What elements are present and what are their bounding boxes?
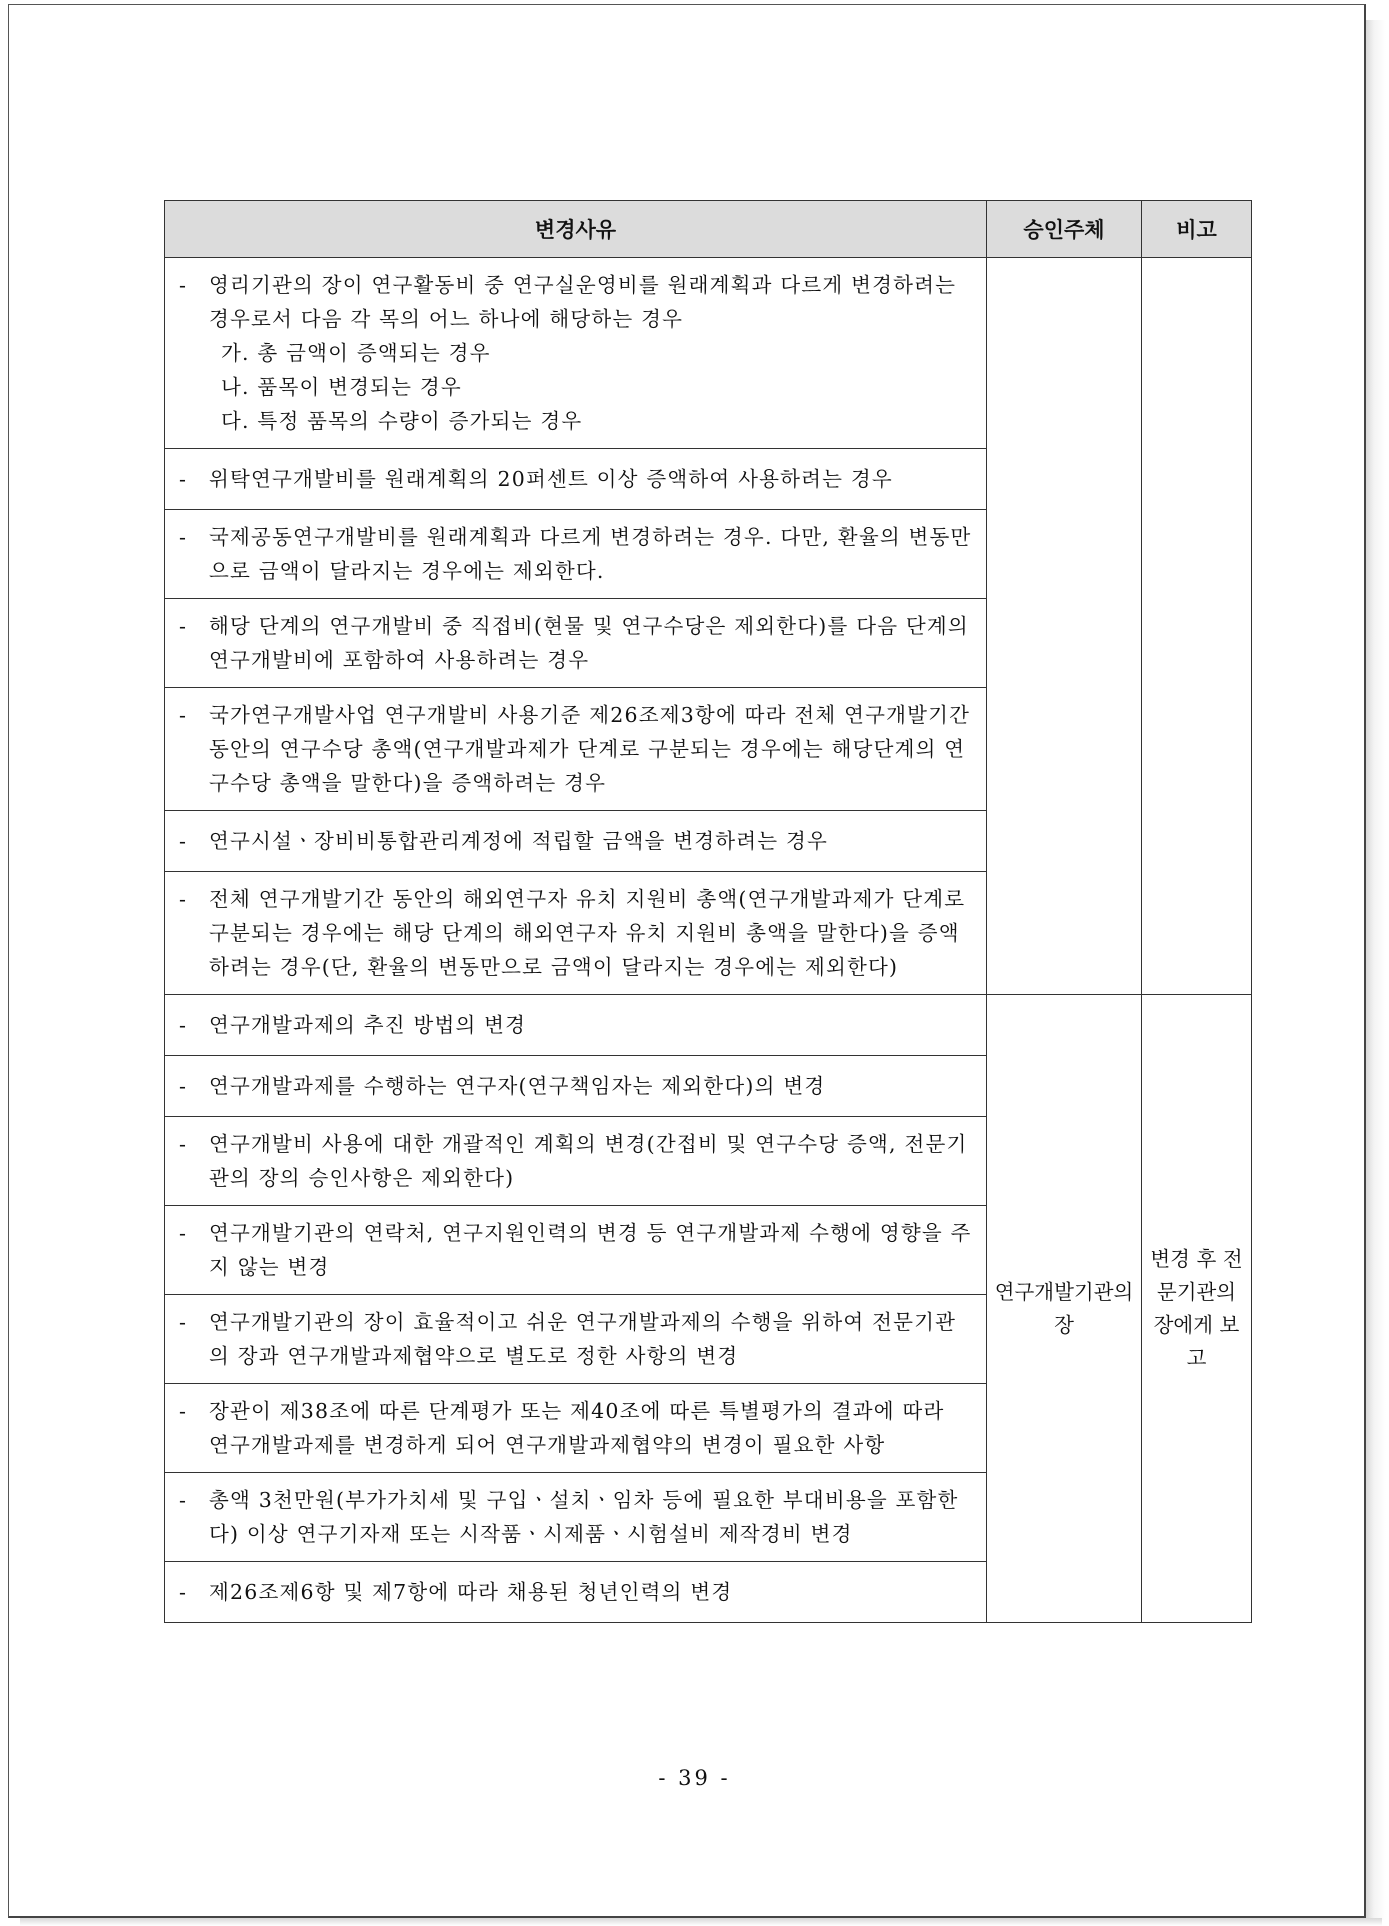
dash-marker: - <box>179 1488 188 1512</box>
dash-marker: - <box>179 614 188 638</box>
reason-cell <box>165 995 987 1056</box>
reason-text: 국제공동연구개발비를 원래계획과 다르게 변경하려는 경우. 다만, 환율의 변동만으로 금액이 달라지는 경우에는 제외한다. <box>209 525 972 583</box>
reason-cell <box>165 1562 987 1623</box>
reason-text: 연구개발과제를 수행하는 연구자(연구책임자는 제외한다)의 변경 <box>209 1074 826 1098</box>
dash-marker: - <box>179 1074 188 1098</box>
reason-text: 국가연구개발사업 연구개발비 사용기준 제26조제3항에 따라 전체 연구개발기간 동안의 연구수당 총액(연구개발과제가 단계로 구분되는 경우에는 해당단계의 연구수당 총액을 말한다)을 증액하려는 경우 <box>209 703 971 795</box>
dash-marker: - <box>179 467 188 491</box>
page-shadow <box>1366 20 1386 1920</box>
reason-text: 해당 단계의 연구개발비 중 직접비(현물 및 연구수당은 제외한다)를 다음 단계의 연구개발비에 포함하여 사용하려는 경우 <box>209 614 969 672</box>
dash-marker: - <box>179 273 188 297</box>
reason-cell <box>165 510 987 599</box>
reason-text: 연구개발과제의 추진 방법의 변경 <box>209 1013 527 1037</box>
reason-cell <box>165 1056 987 1117</box>
reason-text: 위탁연구개발비를 원래계획의 20퍼센트 이상 증액하여 사용하려는 경우 <box>209 467 893 491</box>
reason-text: 연구개발기관의 장이 효율적이고 쉬운 연구개발과제의 수행을 위하여 전문기관의 장과 연구개발과제협약으로 별도로 정한 사항의 변경 <box>209 1310 957 1368</box>
page-shadow-bottom <box>20 1918 1382 1926</box>
reason-text: 연구시설ㆍ장비비통합관리계정에 적립할 금액을 변경하려는 경우 <box>209 829 828 853</box>
reason-text: 영리기관의 장이 연구활동비 중 연구실운영비를 원래계획과 다르게 변경하려는 경우로서 다음 각 목의 어느 하나에 해당하는 경우 <box>209 273 957 331</box>
dash-marker: - <box>179 887 188 911</box>
table-row <box>165 995 1252 1056</box>
reason-cell <box>165 1117 987 1206</box>
dash-marker: - <box>179 525 188 549</box>
reason-cell <box>165 449 987 510</box>
header-note: 비고 <box>1142 201 1252 258</box>
reason-cell <box>165 258 987 449</box>
reason-text: 제26조제6항 및 제7항에 따라 채용된 청년인력의 변경 <box>209 1580 733 1604</box>
dash-marker: - <box>179 1132 188 1156</box>
dash-marker: - <box>179 1013 188 1037</box>
header-reason: 변경사유 <box>165 201 987 258</box>
dash-marker: - <box>179 1580 188 1604</box>
reason-cell <box>165 599 987 688</box>
reason-cell <box>165 1473 987 1562</box>
sub-item: 가. 총 금액이 증액되는 경우 <box>221 341 491 365</box>
dash-marker: - <box>179 1221 188 1245</box>
reason-cell <box>165 1384 987 1473</box>
dash-marker: - <box>179 1310 188 1334</box>
sub-item: 다. 특정 품목의 수량이 증가되는 경우 <box>221 409 583 433</box>
reason-cell <box>165 872 987 995</box>
reason-text: 연구개발기관의 연락처, 연구지원인력의 변경 등 연구개발과제 수행에 영향을 주지 않는 변경 <box>209 1221 972 1279</box>
dash-marker: - <box>179 703 188 727</box>
header-approver: 승인주체 <box>987 201 1142 258</box>
note-cell-group2: 변경 후 전문기관의 장에게 보고 <box>1142 995 1252 1623</box>
reason-text: 연구개발비 사용에 대한 개괄적인 계획의 변경(간접비 및 연구수당 증액, 전문기관의 장의 승인사항은 제외한다) <box>209 1132 968 1190</box>
dash-marker: - <box>179 1399 188 1423</box>
page-number: - 39 - <box>658 1766 731 1790</box>
approver-cell-group2: 연구개발기관의 장 <box>987 995 1142 1623</box>
reason-cell <box>165 1295 987 1384</box>
change-reason-table <box>164 200 1252 1623</box>
reason-cell <box>165 811 987 872</box>
reason-text: 전체 연구개발기간 동안의 해외연구자 유치 지원비 총액(연구개발과제가 단계로 구분되는 경우에는 해당 단계의 해외연구자 유치 지원비 총액을 말한다)을 증액하려는 경우(단, 환율의 변동만으로 금액이 달라지는 경우에는 제외한다) <box>209 887 966 979</box>
reason-text: 장관이 제38조에 따른 단계평가 또는 제40조에 따른 특별평가의 결과에 따라 연구개발과제를 변경하게 되어 연구개발과제협약의 변경이 필요한 사항 <box>209 1399 945 1457</box>
reason-cell <box>165 1206 987 1295</box>
reason-cell <box>165 688 987 811</box>
table-row <box>165 258 1252 449</box>
approver-cell-group1 <box>987 258 1142 995</box>
dash-marker: - <box>179 829 188 853</box>
sub-item: 나. 품목이 변경되는 경우 <box>221 375 462 399</box>
note-cell-group1 <box>1142 258 1252 995</box>
reason-text: 총액 3천만원(부가가치세 및 구입ㆍ설치ㆍ임차 등에 필요한 부대비용을 포함한다) 이상 연구기자재 또는 시작품ㆍ시제품ㆍ시험설비 제작경비 변경 <box>209 1488 959 1546</box>
table-header-row <box>165 201 1252 258</box>
